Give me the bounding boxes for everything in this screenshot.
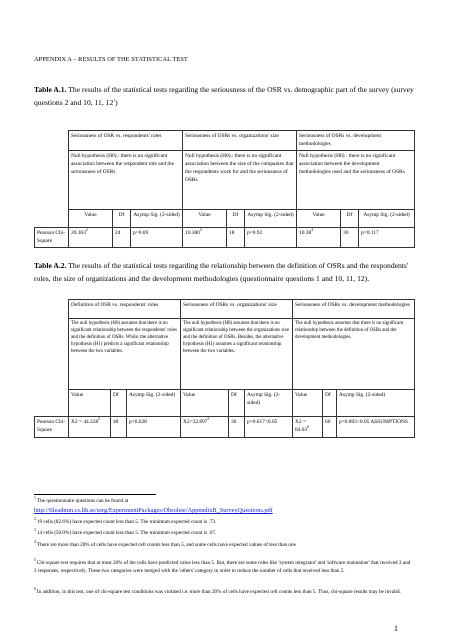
value-cell (293, 417, 323, 438)
stat-header: Value (183, 209, 227, 227)
value-text: X2=32.897 (183, 419, 208, 425)
value-sup: 5 (98, 417, 101, 422)
table2-col-header: Seriousness of OSRs vs. development methodologies (293, 300, 415, 319)
stat-header: Asymp Sig. (2-sided) (337, 390, 415, 417)
df-cell: 48 (111, 417, 127, 438)
value-sup: 4 (311, 227, 314, 232)
footnote-text: 14 cells (50.0%) have expected count less than 5. The minimum expected count is .67. (36, 530, 217, 536)
survey-questions-link[interactable]: http://fileadmin.cs.lth.se/serg/ExperimentPackages/Obsolete/AppendixB_SurveyQuestions.pdf (34, 507, 273, 514)
df-cell: 30 (341, 227, 359, 247)
sig-cell: p=0.92 (245, 227, 297, 247)
table1-caption (34, 83, 418, 109)
footnote-number: 1 (34, 496, 36, 501)
footnote-text: There are more than 20% of cells have expected cell counts less than 5, and some cells have expected values of less than one (36, 542, 296, 548)
stat-header: Asymp Sig. (2-sided) (127, 390, 181, 417)
footnote-number: 3 (34, 528, 36, 533)
table2-col-header: Definition of OSR vs. respondents' roles (69, 300, 181, 319)
footnote-number: 5 (34, 558, 36, 563)
df-cell: 36 (229, 417, 245, 438)
stat-header: Asymp Sig. (2-sided) (245, 390, 293, 417)
sig-cell: p=0.117 (359, 227, 415, 247)
sig-cell: p=0.003<0.05 ASSUMPTIONS (337, 417, 415, 438)
footnote (34, 529, 414, 537)
footnote (34, 541, 414, 549)
sig-cell: p=0.69 (131, 227, 183, 247)
df-cell: 60 (323, 417, 337, 438)
footnote-separator (34, 494, 156, 495)
value-cell (297, 227, 341, 247)
table2 (34, 299, 415, 438)
stat-header: Df (341, 209, 359, 227)
value-sup: 5 (207, 417, 210, 422)
appendix-heading: APPENDIX A – RESULTS OF THE STATISTICAL TEST (34, 56, 188, 63)
table1-caption-sup: 1 (113, 98, 116, 103)
stat-header: Df (323, 390, 337, 417)
footnote-link-line (34, 507, 414, 515)
table1-caption-label: Table A.1. (34, 85, 67, 94)
stat-header: Value (69, 209, 113, 227)
df-cell: 18 (227, 227, 245, 247)
table1-hypothesis: Null hypothesis (H0) : there is no significant association between the development methodologies used and the seriousness of OSRs (297, 150, 415, 209)
footnote-number: 6 (34, 587, 36, 592)
value-text: X2 = 44.228 (71, 419, 99, 425)
table1 (34, 130, 415, 248)
value-sup: 6 (307, 425, 310, 430)
footnote-text: In addition, in this test, one of chi-square test conditions was violated i.e. more than 20% of cells have expected cell counts less than 5. Thus, chi-square results may be invalid. (36, 589, 401, 595)
stat-header: Asymp Sig. (2-sided) (131, 209, 183, 227)
footnote-text: The questionnaire questions can be found at (36, 498, 129, 504)
stat-header: Value (297, 209, 341, 227)
value-text: X2 = 84.03 (295, 419, 308, 434)
value-sup: 2 (85, 227, 88, 232)
value-cell (183, 227, 227, 247)
table2-caption (34, 259, 418, 285)
sig-cell: p=0.617>0.05 (245, 417, 293, 438)
footnote-number: 2 (34, 517, 36, 522)
table1-col-header: Seriousness of OSRs vs. organizations' size (183, 131, 297, 151)
footnote-text: 19 cells (82.6%) have expected count less than 5. The minimum expected count is .73. (36, 519, 217, 525)
stat-header: Value (181, 390, 229, 417)
stat-header: Df (111, 390, 127, 417)
footnote-number: 4 (34, 540, 36, 545)
table2-hypothesis: The null hypothesis (H0) assumes that there is no significant relationship between the organizations size and the definition of OSRs. Besides, the alternative hypothesis (H1) assumes a significant relationship between the two variables. (181, 319, 293, 390)
stat-header: Asymp Sig. (2-sided) (359, 209, 415, 227)
table2-hypothesis: The null hypothesis (H0) assumes that there is no significant relationship between the respondents' roles and the definition of OSRs. While, the alternative hypothesis (H1) predicts a significant relationship between the two variables. (69, 319, 181, 390)
footnote (34, 497, 414, 505)
value-text: 20.363 (71, 229, 86, 236)
page-number: 1 (394, 624, 398, 633)
value-text: 10.38 (299, 229, 312, 236)
table2-caption-text: The results of the statistical tests regarding the relationship between the definition of OSRs and the respondents' roles, the size of organizations and the development methodologies (questionnaire questions 1 and 10, 11, 12). (34, 261, 409, 283)
stat-header: Df (229, 390, 245, 417)
table1-hypothesis: Null hypothesis (H0).: there is no significant association between the respondent role and the seriousness of OSRs (69, 150, 183, 209)
sig-cell: p=0.628 (127, 417, 181, 438)
footnote (34, 559, 414, 575)
value-cell (181, 417, 229, 438)
value-sup: 3 (199, 227, 202, 232)
table1-col-header: Seriousness of OSR vs. respondents' roles (69, 131, 183, 151)
row-label: Pearson Chi-Square (35, 417, 69, 438)
value-cell (69, 227, 113, 247)
footnote (34, 588, 414, 596)
table1-caption-end: ) (115, 98, 118, 107)
value-cell (69, 417, 111, 438)
table1-col-header: Seriousness of OSRs vs. development methodologies (297, 131, 415, 151)
footnote-text: Chi-square test requires that at most 20% of the cells have predicted value less than 5. But, there are some roles like 'system integrator' and 'software maintainer' that received 3 and 2 responses, respectively. These two categories were merged with the 'others' category in order to reduce the number of cells that received less than 5. (34, 560, 411, 574)
stat-header: Df (227, 209, 245, 227)
df-cell: 24 (113, 227, 131, 247)
table2-col-header: Seriousness of OSRs vs. organizations' size (181, 300, 293, 319)
table1-caption-text: The results of the statistical tests regarding the seriousness of the OSR vs. demographic part of the survey (survey questions 2 and 10, 11, 12 (34, 85, 414, 107)
footnote (34, 518, 414, 526)
value-text: 10.380 (185, 229, 200, 236)
table2-caption-label: Table A.2. (34, 261, 67, 270)
stat-header: Df (113, 209, 131, 227)
row-label: Pearson Chi-Square (35, 227, 69, 247)
stat-header: Value (69, 390, 111, 417)
stat-header: Value (293, 390, 323, 417)
table1-hypothesis: Null hypothesis (H0).: there is no significant association between the size of the companies that the respondents work for and the seriousness of OSRs (183, 150, 297, 209)
table2-hypothesis: The null hypothesis assumes that there is no significant relationship between the definition of OSRs and the development methodologies. (293, 319, 415, 390)
stat-header: Asymp Sig. (2-sided) (245, 209, 297, 227)
